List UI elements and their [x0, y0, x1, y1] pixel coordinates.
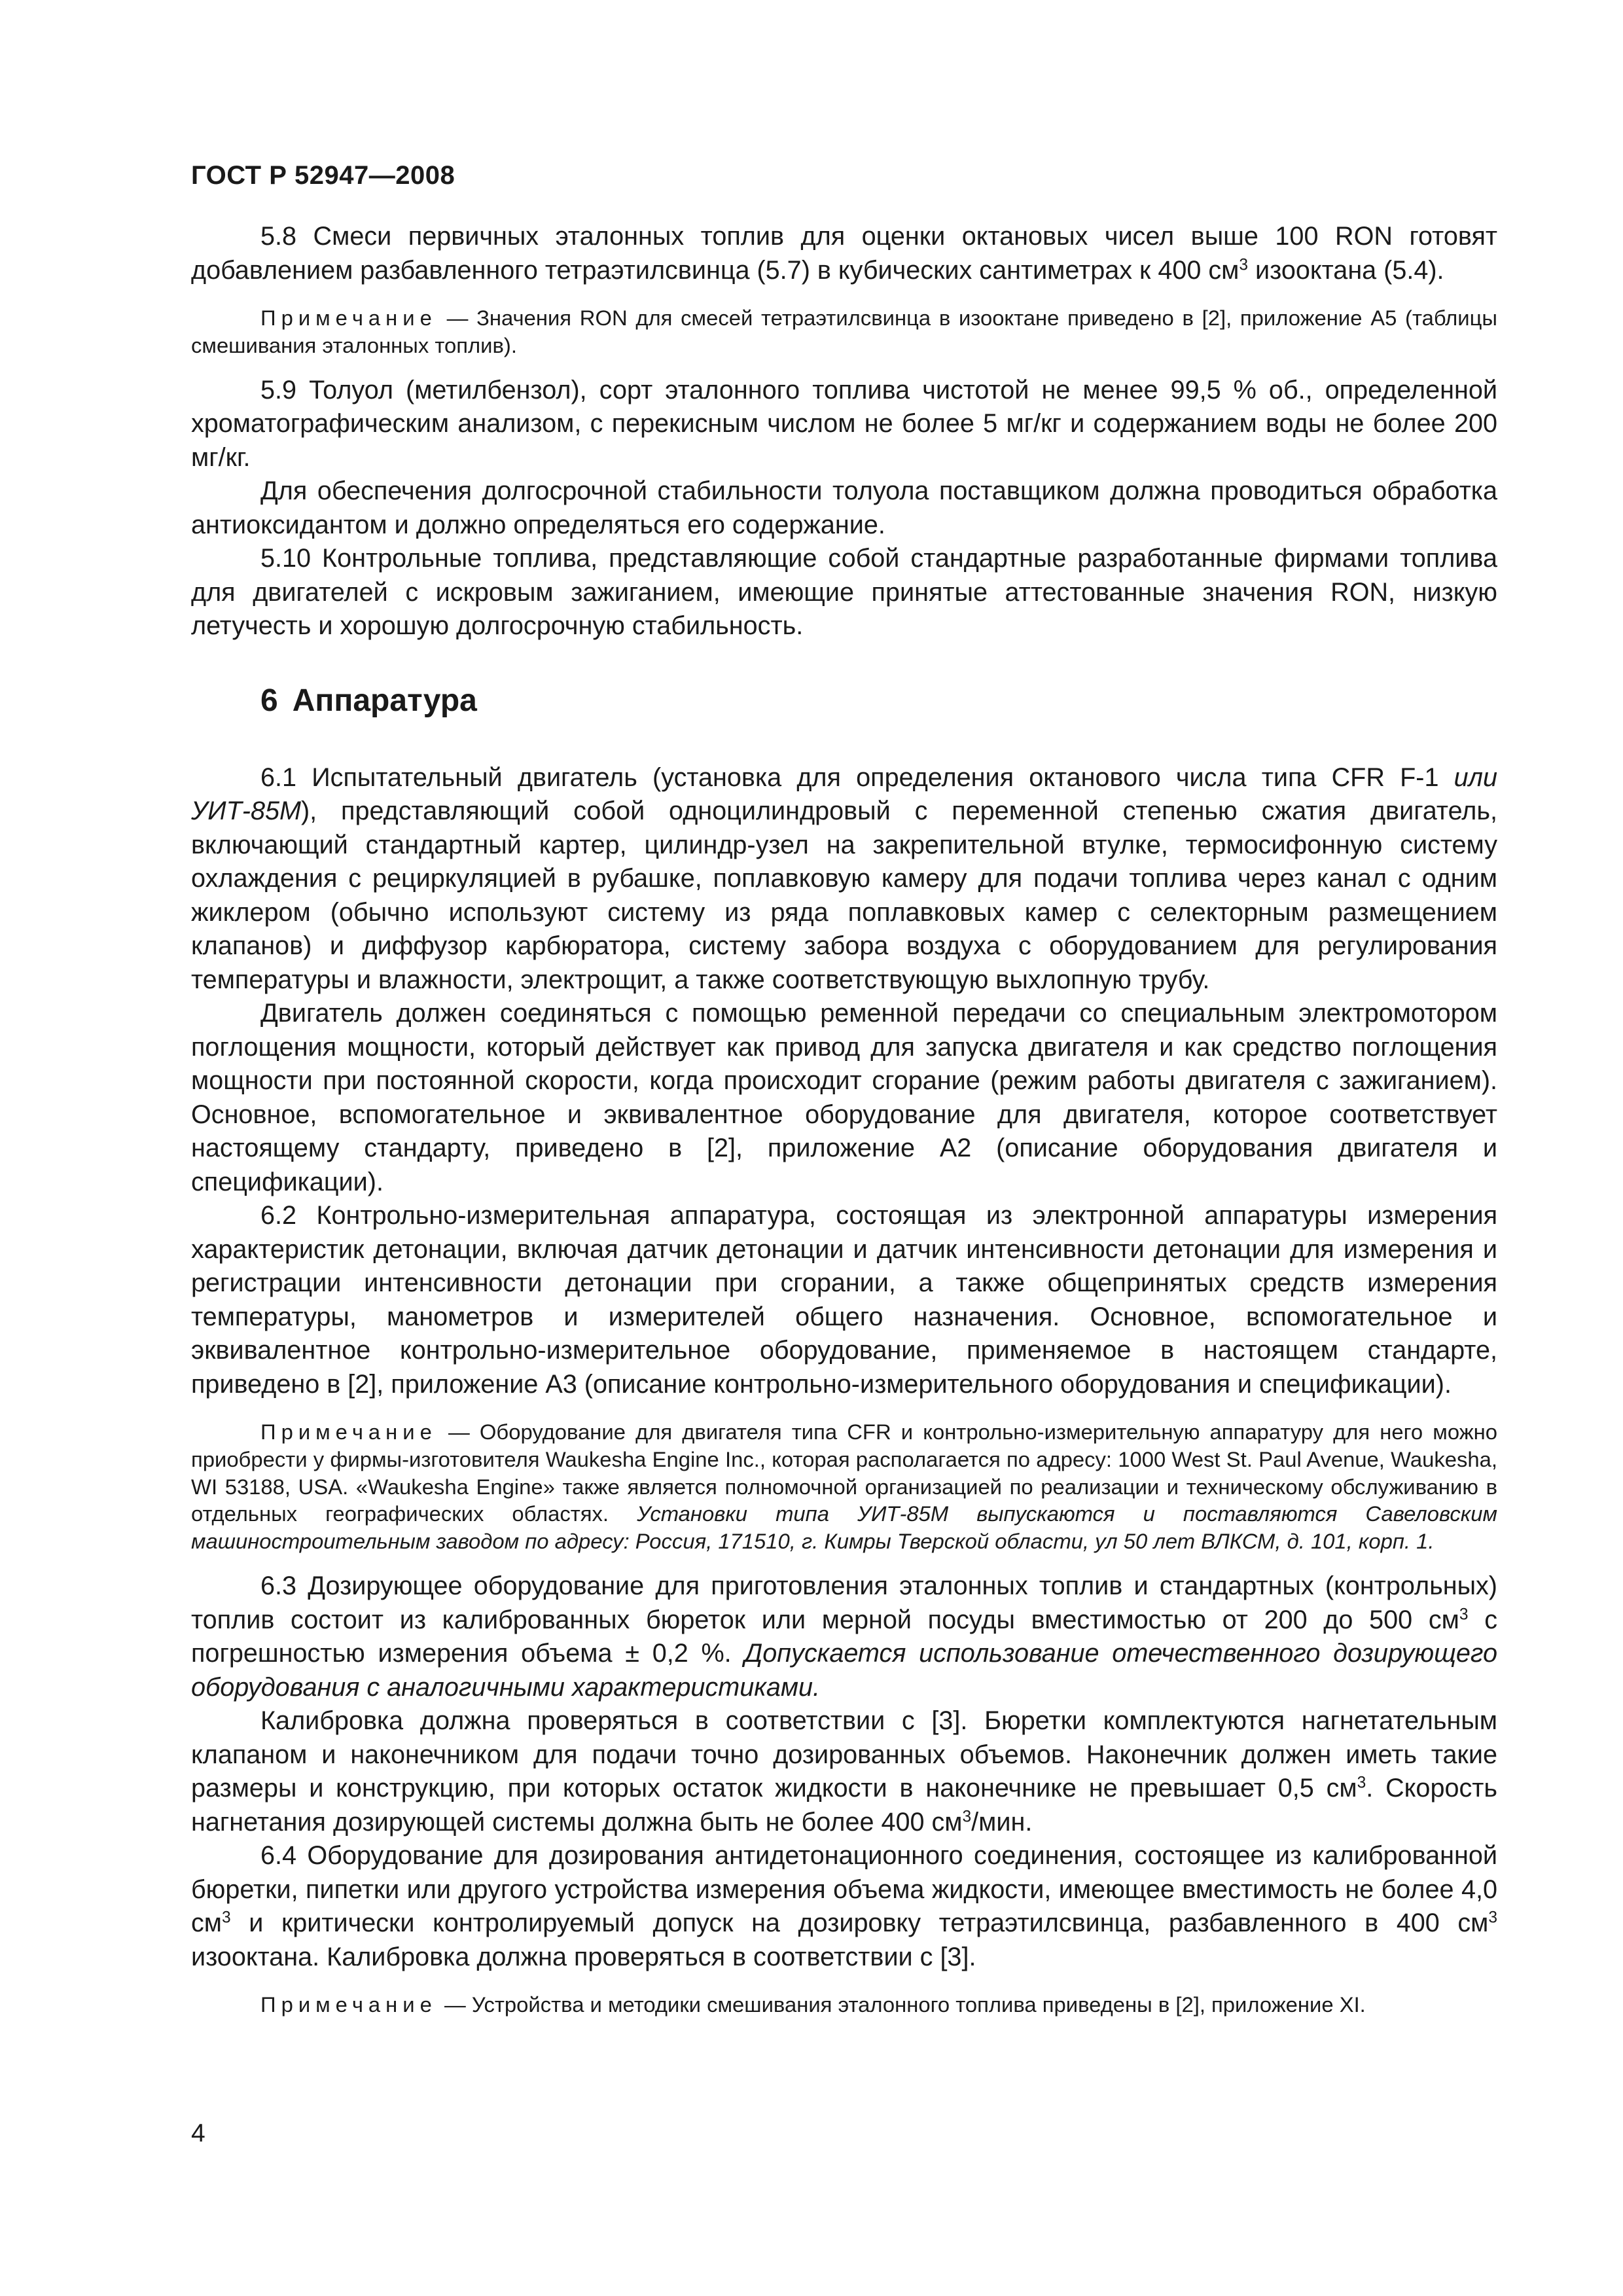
section-heading-6: 6 Аппаратура [260, 683, 477, 718]
paragraph-6-2: 6.2 Контрольно-измерительная аппаратура, состоящая из электронной аппаратуры измерения характеристик детонации, включая датчик детонации и датчик интенсивности детонации для измерения и регистрации интенсивности детонации при сгорании, а также общепринятых средств измерения температуры, манометров и измерителей общего назначения. Основное, вспомогательное и эквивалентное контрольно-измерительное оборудование, применяемое в настоящем стандарте, приведено в [2], приложение А3 (описание контрольно-измерительного оборудования и спецификации). [191, 1201, 1497, 1399]
note-label: Примечание [260, 1992, 437, 2017]
note-2: Примечание — Оборудование для двигателя типа CFR и контрольно-измерительную аппаратуру для него можно приобрести у фирмы-изготовителя Waukesha Engine Inc., которая располагается по адресу: 1000 West St. Paul Avenue, Waukesha, WI 53188, USA. «Waukesha Engine» также является полномочной организацией по реализации и техническому обслуживанию в отдельных географических областях. Установки типа УИТ-85М выпускаются и поставляются Савеловским машиностроительным заводом по адресу: Россия, 171510, г. Кимры Тверской области, ул 50 лет ВЛКСМ, д. 101, корп. 1. [191, 1420, 1497, 1554]
note-1: Примечание — Значения RON для смесей тетраэтилсвинца в изооктане приведено в [2], приложение А5 (таблицы смешивания эталонных топлив). [191, 306, 1497, 357]
paragraph-6-1-continued: Двигатель должен соединяться с помощью ременной передачи со специальным электромотором поглощения мощности, который действует как привод для запуска двигателя и как средство поглощения мощности при постоянной скорости, когда происходит сгорание (режим работы двигателя с зажиганием). Основное, вспомогательное и эквивалентное оборудование для двигателя, которое соответствует настоящему стандарту, приведено в [2], приложение А2 (описание оборудования двигателя и спецификации). [191, 999, 1497, 1196]
paragraph-5-9: 5.9 Толуол (метилбензол), сорт эталонного топлива чистотой не менее 99,5 % об., определенной хроматографическим анализом, с перекисным числом не более 5 мг/кг и содержанием воды не более 200 мг/кг. [191, 375, 1497, 472]
page-number: 4 [191, 2119, 205, 2147]
note-label: Примечание [260, 1420, 437, 1444]
paragraph-6-4: 6.4 Оборудование для дозирования антидетонационного соединения, состоящее из калиброванной бюретки, пипетки или другого устройства измерения объема жидкости, имеющее вместимость не более 4,0 $см^3$ и критически контролируемый допуск на дозировку тетраэтилсвинца, разбавленного в 400 $см^3$ изооктана. Калибровка должна проверяться в соответствии с [3]. [191, 1841, 1497, 1971]
paragraph-6-1: 6.1 Испытательный двигатель (установка для определения октанового числа типа CFR F-1 или УИТ-85М), представляющий собой одноцилиндровый с переменной степенью сжатия двигатель, включающий стандартный картер, цилиндр-узел на закрепительной втулке, термосифонную систему охлаждения с рециркуляцией в рубашке, поплавковую камеру для подачи топлива через канал с одним жиклером (обычно используют систему из ряда поплавковых камер с селекторным размещением клапанов) и диффузор карбюратора, систему забора воздуха с оборудованием для регулирования температуры и влажности, электрощит, а также соответствующую выхлопную трубу. [191, 762, 1497, 994]
paragraph-5-9-continued: Для обеспечения долгосрочной стабильности толуола поставщиком должна проводиться обработка антиоксидантом и должно определяться его содержание. [191, 476, 1497, 539]
paragraph-5-10: 5.10 Контрольные топлива, представляющие собой стандартные разработанные фирмами топлива для двигателей с искровым зажиганием, имеющие принятые аттестованные значения RON, низкую летучесть и хорошую долгосрочную стабильность. [191, 544, 1497, 641]
note-label: Примечание [260, 306, 437, 330]
document-header: ГОСТ Р 52947—2008 [191, 161, 455, 190]
note-3: Примечание — Устройства и методики смешивания эталонного топлива приведены в [2], приложение XI. [260, 1992, 1366, 2017]
paragraph-5-8: 5.8 Смеси первичных эталонных топлив для оценки октановых чисел выше 100 RON готовят добавлением разбавленного тетраэтилсвинца (5.7) в кубических сантиметрах к 400 $см^3$ изооктана (5.4). [191, 222, 1497, 285]
paragraph-6-3-continued: Калибровка должна проверяться в соответствии с [3]. Бюретки комплектуются нагнетательным клапаном и наконечником для подачи точно дозированных объемов. Наконечник должен иметь такие размеры и конструкцию, при которых остаток жидкости в наконечнике не превышает 0,5 $см^3$. Скорость нагнетания дозирующей системы должна быть не более 400 $см^3$/мин. [191, 1706, 1498, 1837]
page-body [191, 220, 1497, 2033]
paragraph-6-3: 6.3 Дозирующее оборудование для приготовления эталонных топлив и стандартных (контрольных) топлив состоит из калиброванных бюреток или мерной посуды вместимостью от 200 до 500 $см^3$ с погрешностью измерения объема ± 0,2 %. Допускается использование отечественного дозирующего оборудования с аналогичными характеристиками. [191, 1571, 1497, 1702]
